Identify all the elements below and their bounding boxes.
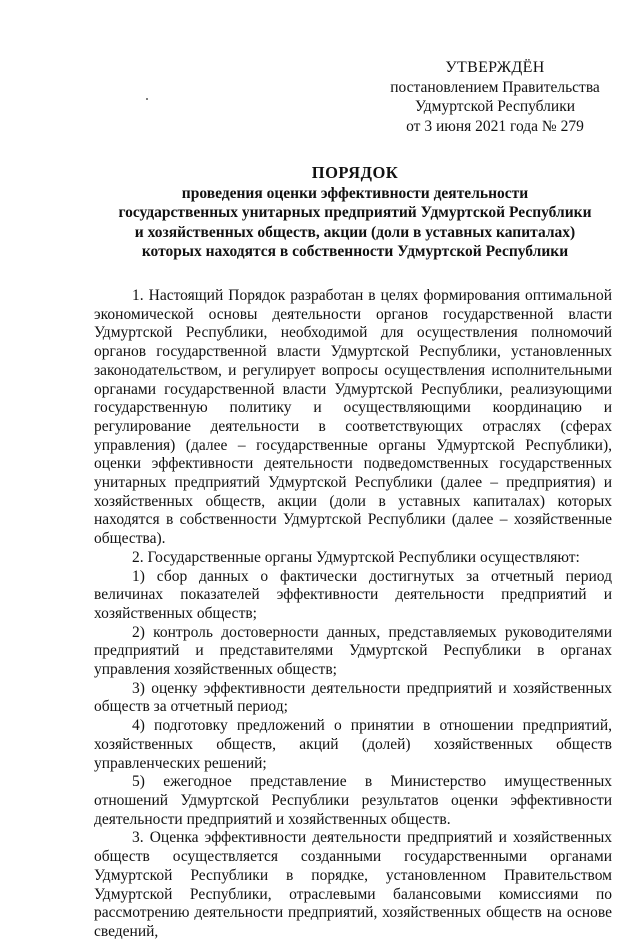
title-line-1: проведения оценки эффективности деятельности <box>181 184 529 202</box>
title-line-4: которых находятся в собственности Удмуртской Республики <box>141 243 569 260</box>
paragraph-2-item-3: 3) оценку эффективности деятельности предприятий и хозяйственных обществ за отчетный период; <box>94 679 612 716</box>
paragraph-2-item-2: 2) контроль достоверности данных, представляемых руководителями предприятий и представителями Удмуртской Республики в органах управления хозяйственных обществ; <box>94 623 612 679</box>
paragraph-2: 2. Государственные органы Удмуртской Республики осуществляют: <box>132 548 580 566</box>
paragraph-3: 3. Оценка эффективности деятельности предприятий и хозяйственных обществ осуществляется созданными государственными органами Удмуртской Республики в порядке, установленном Правительством Удмуртской Республики, отраслевыми балансовыми комиссиями по рассмотрению деятельности предприятий, хозяйственных обществ на основе сведений, <box>94 829 612 940</box>
scan-speck <box>146 98 148 100</box>
approval-date: от 3 июня 2021 года № 279 <box>406 117 584 135</box>
title-main: ПОРЯДОК <box>311 163 399 182</box>
approval-stamp <box>380 58 610 136</box>
approval-heading: УТВЕРЖДЁН <box>445 59 545 76</box>
approval-decree: постановлением Правительства <box>390 78 600 96</box>
document-body <box>94 287 612 942</box>
title-line-3: и хозяйственных обществ, акции (доли в уставных капиталах) <box>134 223 576 241</box>
approval-republic: Удмуртской Республики <box>414 98 576 115</box>
paragraph-2-item-5: 5) ежегодное представление в Министерство имущественных отношений Удмуртской Республики результатов оценки эффективности деятельности предприятий и хозяйственных обществ. <box>94 773 612 828</box>
title-line-2: государственных унитарных предприятий Удмуртской Республики <box>118 204 592 221</box>
paragraph-1: 1. Настоящий Порядок разработан в целях формирования оптимальной экономической основы деятельности органов государственной власти Удмуртской Республики, необходимой для осуществления полномочий органов государственной власти Удмуртской Республики, установленных законодательством, и регулирует вопросы осуществления исполнительными органами государственной власти Удмуртской Республики, реализующими государственную политику и осуществляющими координацию и регулирование деятельности в соответствующих отраслях (сферах управления) (далее – государственные органы Удмуртской Республики), оценки эффективности деятельности подведомственных государственных унитарных предприятий Удмуртской Республики (далее – предприятия) и хозяйственных обществ, акции (доли в уставных капиталах) которых находятся в собственности Удмуртской Республики (далее – хозяйственные общества). <box>94 287 612 548</box>
document-title <box>90 163 620 262</box>
paragraph-2-item-4: 4) подготовку предложений о принятии в отношении предприятий, хозяйственных обществ, акций (долей) хозяйственных обществ управленческих решений; <box>94 717 612 772</box>
paragraph-2-item-1: 1) сбор данных о фактически достигнутых за отчетный период величинах показателей эффективности деятельности предприятий и хозяйственных обществ; <box>94 567 612 622</box>
